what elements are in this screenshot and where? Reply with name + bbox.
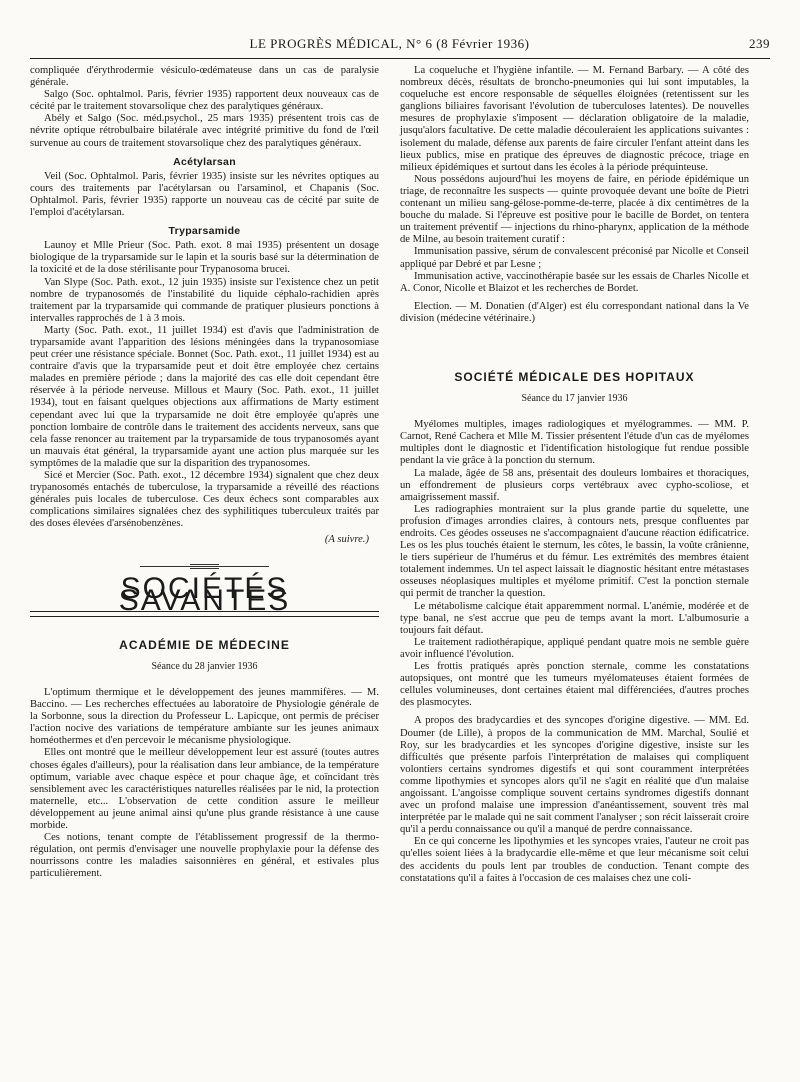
page-number: 239 bbox=[749, 36, 770, 51]
paragraph: Veil (Soc. Ophtalmol. Paris, février 1935) insiste sur les névrites optiques au cours des traitements par l'acétylarsan ou l'arsaminol, et Chapanis (Soc. Ophtalmol. Paris, février 1935) rapporte un nouveau cas de cécité par suite de l'emploi d'acétylarsan. bbox=[30, 170, 379, 219]
to-be-continued: (A suivre.) bbox=[324, 534, 369, 546]
paragraph: Les frottis pratiqués après ponction sternale, comme les constatations autopsiques, ont montré que les tumeurs myélomateuses étaient formées de cellules volumineuses, dont certaines étaient mal différenciées, d'autres proches des plasmocytes. bbox=[400, 661, 749, 709]
paragraph: Les radiographies montraient sur la plus grande partie du squelette, une profusion d'images arrondies claires, à contours nets, presque confluentes par endroits. Ces géodes osseuses ne s'accompagnaient d'aucune réaction édificatrice. Les os les plus touchés étaient le sternum, les côtes, le bassin, la voûte crânienne, le tiers supérieur de l'humérus et du fémur. Les extrémités des membres étaient totalement indemmes. Un tel aspect laissait le diagnostic hésitant entre métastases osseuses néoplasiques multiples et myélome primitif. C'est la ponction sternale qui permit de trancher la question. bbox=[400, 503, 749, 600]
header-rule bbox=[30, 58, 770, 59]
societe-session-date: Séance du 17 janvier 1936 bbox=[521, 393, 628, 405]
page-header bbox=[30, 36, 770, 56]
paragraph: Abély et Salgo (Soc. méd.psychol., 25 mars 1935) présentent trois cas de névrite optique rétrobulbaire bilatérale avec intégrité primitive du fond de l'œil survenue au cours de traitement stovarsolique chez des paralytiques généraux. bbox=[30, 113, 379, 149]
paragraph: L'optimum thermique et le développement des jeunes mammifères. — M. Baccino. — Les recherches effectuées au laboratoire de Physiologie générale de la Sorbonne, sous la direction du Professeur L. Lapicque, ont permis de préciser l'action nocive des variations de température ambiante sur les jeunes animaux homéothermes et d'en percevoir le mécanisme physiologique. bbox=[30, 686, 379, 747]
paragraph: Le traitement radiothérapique, appliqué pendant quatre mois ne semble guère avoir influencé l'évolution. bbox=[400, 636, 749, 660]
paragraph: compliquée d'érythrodermie vésiculo-œdémateuse dans un cas de paralysie générale. bbox=[30, 65, 379, 89]
paragraph: Le métabolisme calcique était apparemment normal. L'anémie, modérée et de type banal, ne s'est accrue que peu de temps avant la mort. L'albumosurie a toujours fait défaut. bbox=[400, 600, 749, 636]
paragraph: Immunisation active, vaccinothérapie basée sur les essais de Charles Nicolle et A. Conor, Nicolle et Blaizot et les recherches de Bordet. bbox=[400, 270, 749, 294]
paragraph: Myélomes multiples, images radiologiques et myélogrammes. — MM. P. Carnot, René Cachera et Mlle M. Tissier présentent l'étude d'un cas de myélomes multiples dont le diagnostic et l'identification histologique fut rendue possible pendant la vie grâce à la ponction du sternum. bbox=[400, 419, 749, 467]
left-column bbox=[30, 65, 379, 880]
paragraph: Marty (Soc. Path. exot., 11 juillet 1934) est d'avis que l'administration de tryparsamide avant l'apparition des lésions méningées dans la trypanosomiase peut créer une résistance spéciale. Bonnet (Soc. Path. exot., 11 juillet 1934) est au contraire d'avis que la tryparsamide peut et doit être employée chez certains malades en première période ; dans la majorité des cas elle doit cependant être réservée à la période nerveuse. Millous et Maury (Soc. Path. exot., 11 juillet 1934), tout en faisant quelques objections aux affirmations de Marty estiment cependant avec lui que la tryparsamide ne doit être employée qu'après une ponction lombaire de contrôle dans le traitement des accidents nerveux, sans que cela fasse renoncer au traitement par la tryparsamide de tous trypanosomés ayant un mauvais état général, la tryparsamide ayant une action plus marquée sur les symptômes de la maladie que sur la disparition des trypanosomes. bbox=[30, 324, 379, 469]
ornamental-separator bbox=[30, 561, 379, 573]
paragraph: La coqueluche et l'hygiène infantile. — M. Fernand Barbary. — A côté des nombreux décès, résultats de broncho-pneumonies qui lui sont imputables, la coqueluche est encore responsable de séquelles éloignées (retentissent sur les ganglions biliaires favorisant l'évolution de tuberculoses latentes). De nouvelles mesures de prophylaxie s'imposent — déclaration obligatoire de la maladie, jusqu'alors facultative. De cette maladie découleraient les applications suivantes : isolement du malade, défense aux parents de faire circuler l'enfant atteint dans les lieux publics, mise en pratique des épreuves de diagnostic précoce, triage en milieux épidémiques et surtout dans les écoles à la période préquinteuse. bbox=[400, 65, 749, 173]
running-title: LE PROGRÈS MÉDICAL, N° 6 (8 Février 1936) bbox=[249, 36, 530, 51]
paragraph: Launoy et Mlle Prieur (Soc. Path. exot. 8 mai 1935) présentent un dosage biologique de la tryparsamide sur le lapin et la souris basé sur la détermination de la toxicité et de la dose stérilisante pour Trypanosoma brucei. bbox=[30, 240, 379, 276]
societe-medicale-heading: SOCIÉTÉ MÉDICALE DES HOPITAUX bbox=[454, 369, 695, 384]
paragraph: Van Slype (Soc. Path. exot., 12 juin 1935) insiste sur l'existence chez un petit nombre de trypanosomés de l'instabilité du liquide céphalo-rachidien après traitement par la tryparsamide qui commande de pratiquer plusieurs ponctions à intervalles rapprochés de 1 à 3 mois. bbox=[30, 276, 379, 324]
paragraph: Salgo (Soc. ophtalmol. Paris, février 1935) rapportent deux nouveaux cas de cécité par le traitement stovarsolique chez des paralytiques généraux. bbox=[30, 89, 379, 113]
paragraph: Nous possédons aujourd'hui les moyens de faire, en période épidémique un triage, de reconnaître les suspects — quinte provoquée devant une boîte de Pietri contenant un milieu sang-gélose-pomme-de-terre, placée à dix centimètres de la bouche du malade. Si l'épreuve est positive pour le bacille de Bordet, on tentera un traitement préventif — injections du rhino-pharynx, application de la méthode de Milne, au besoin traitement curatif : bbox=[400, 173, 749, 246]
paragraph: Ces notions, tenant compte de l'établissement progressif de la thermo-régulation, ont permis d'envisager une nouvelle prophylaxie pour la défense des nourrissons contre les maladies saisonnières en général, et estivales plus particulièrement. bbox=[30, 832, 379, 880]
right-column bbox=[400, 65, 749, 885]
paragraph: Immunisation passive, sérum de convalescent préconisé par Nicolle et Conseil appliqué par Debré et par Lesne ; bbox=[400, 246, 749, 270]
paragraph: Election. — M. Donatien (d'Alger) est élu correspondant national dans la Ve division (médecine vétérinaire.) bbox=[400, 300, 749, 324]
paragraph: A propos des bradycardies et des syncopes d'origine digestive. — MM. Ed. Doumer (de Lille), à propos de la communication de MM. Marchal, Soulié et Roy, sur les bradycardies et les syncopes d'origine digestive, insiste sur les difficultés que présente parfois l'interprétation de malaises qui compliquent volontiers certains syndromes digestifs et qui sont couramment interprétées comme lipothymies et syncopes alors qu'il ne s'agit en réalité que d'un malaise angoissant. L'angoisse complique souvent certains syndromes digestifs donnant avec un profond malaise une impression d'anéantissement, souvent très mal interprétée par le malade qui ne sait comment l'analyser ; son récit laisserait croire qu'il a perdu connaissance ou qu'il a manqué de perdre connaissance. bbox=[400, 715, 749, 836]
academie-session-date: Séance du 28 janvier 1936 bbox=[151, 660, 258, 672]
section-title-societes-savantes: SOCIÉTÉS SAVANTES bbox=[118, 571, 291, 617]
subheading-tryparsamide: Tryparsamide bbox=[168, 225, 241, 238]
academie-heading: ACADÉMIE DE MÉDECINE bbox=[119, 637, 290, 652]
paragraph: Sicé et Mercier (Soc. Path. exot., 12 décembre 1934) signalent que chez deux trypanosomés entachés de tuberculose, la tryparsamide a réveillé des réactions générales puis locales de tuberculose. Ces deux échecs sont comparables aux complications similaires signalées chez des syphilitiques tuberculeux traités par des doses élevées d'arsénobenzènes. bbox=[30, 470, 379, 530]
paragraph: La malade, âgée de 58 ans, présentait des douleurs lombaires et thoraciques, un effondrement de plusieurs corps vertébraux avec cypho-scoliose, et amaigrissement massif. bbox=[400, 467, 749, 503]
spacer bbox=[400, 325, 749, 367]
paragraph: En ce qui concerne les lipothymies et les syncopes vraies, l'auteur ne croit pas qu'elles soient liées à la bradycardie elle-même et que leur mécanisme soit celui des accidents du pouls lent par troubles de conduction. Tenant compte des constatations qu'il a faites à l'occasion de ces malaises chez une coli- bbox=[400, 836, 749, 884]
subheading-acetylarsan: Acétylarsan bbox=[173, 155, 236, 168]
paragraph: Elles ont montré que le meilleur développement leur est assuré (toutes autres choses égales d'ailleurs), pour la réalisation dans leur ambiance, de la température optimum, variable avec chaque espèce et pour chaque âge, et coïncidant très sensiblement avec les caractéristiques naturelles réalisées par le nid, la protection maternelle, etc... L'observation de cette condition assure le meilleur développement au jeune animal ainsi qu'une plus grande résistance à une cause morbide. bbox=[30, 747, 379, 831]
